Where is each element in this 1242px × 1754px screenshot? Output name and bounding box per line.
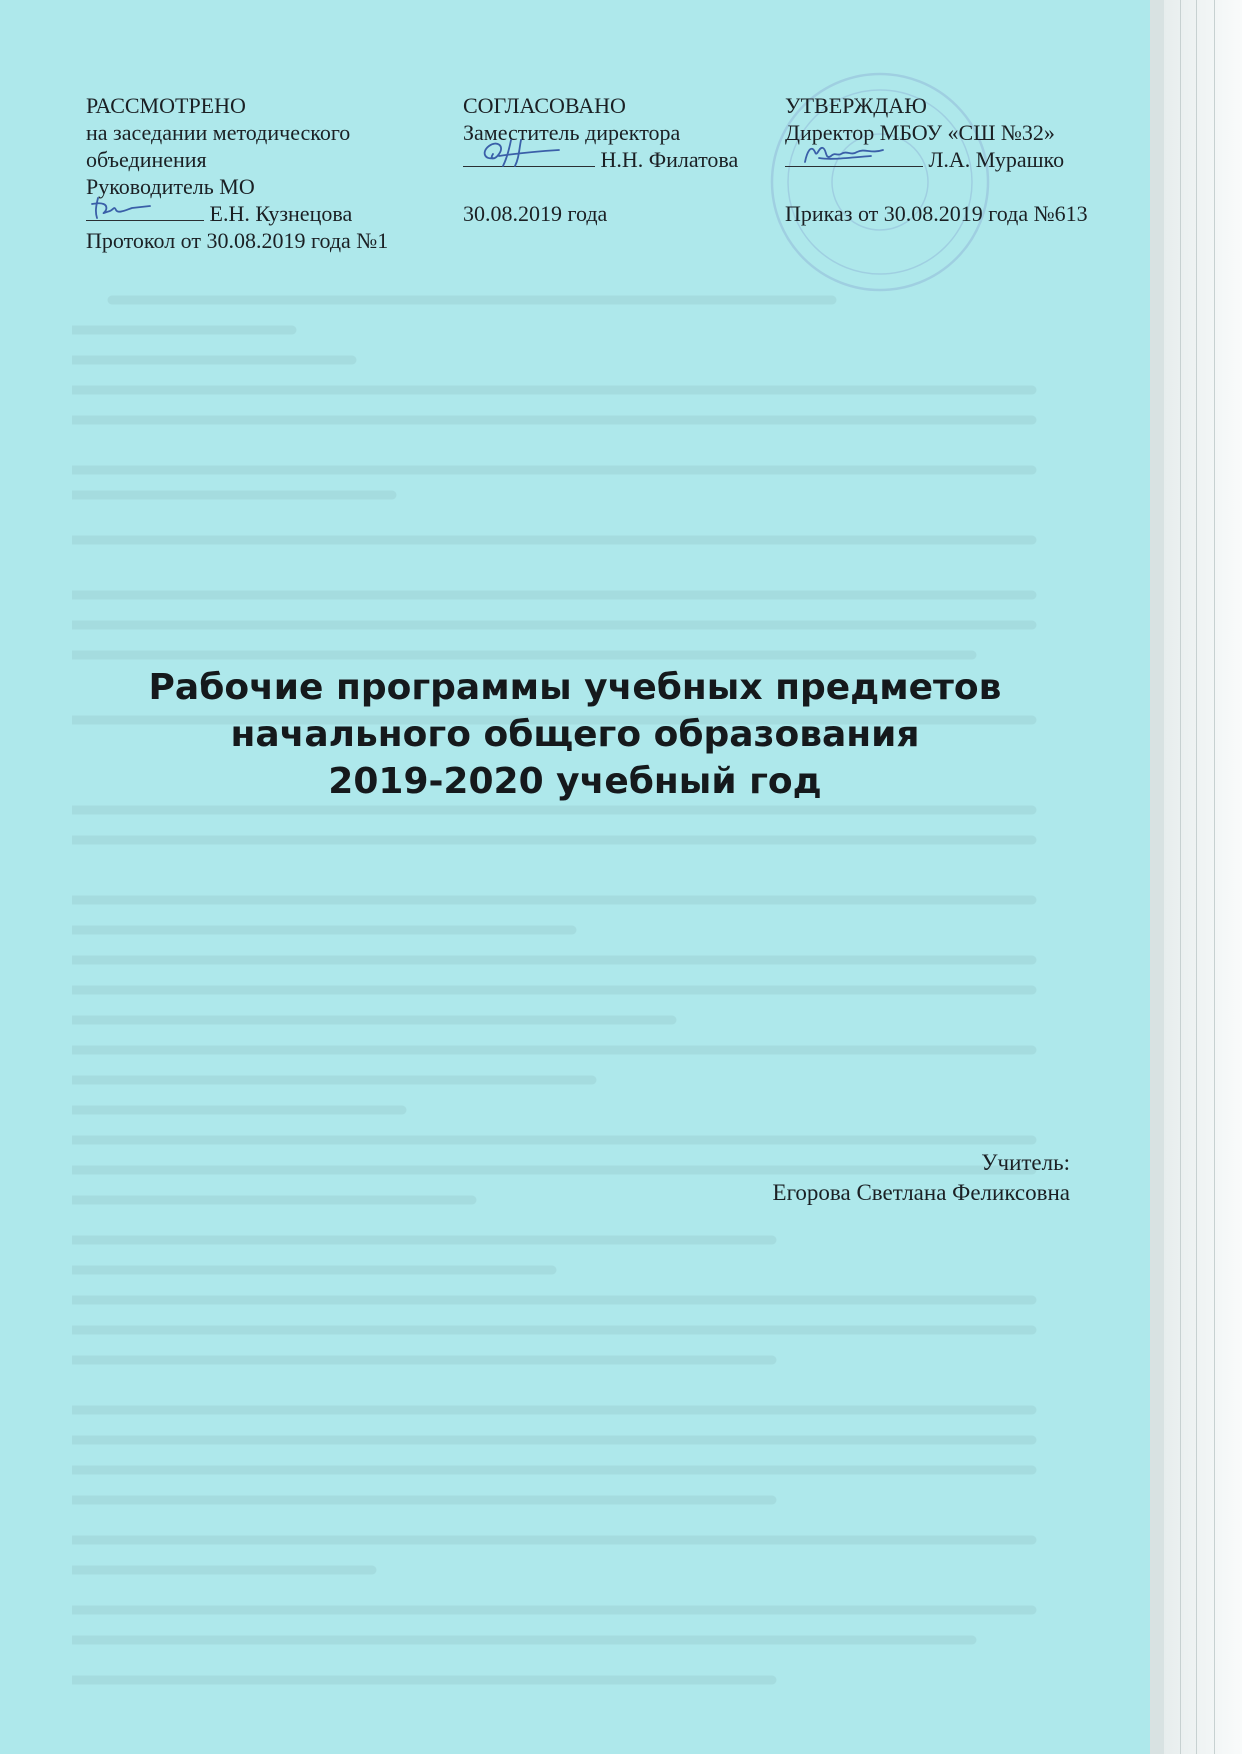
handwritten-signature <box>463 136 573 170</box>
page-edge-shadow <box>1150 0 1164 1754</box>
handwritten-signature <box>86 190 156 222</box>
agreed-date: 30.08.2019 года <box>463 201 608 226</box>
reviewed-signature-row <box>86 200 388 227</box>
page-stack-line <box>1196 0 1197 1754</box>
reviewed-line1: на заседании методического <box>86 120 351 145</box>
approved-order: Приказ от 30.08.2019 года №613 <box>785 201 1088 226</box>
reviewed-signer: Е.Н. Кузнецова <box>209 201 353 226</box>
teacher-block <box>773 1148 1070 1208</box>
document-title <box>0 664 1150 805</box>
handwritten-signature <box>785 136 895 170</box>
agreed-line1: Заместитель директора <box>463 120 681 145</box>
spacer <box>785 173 1088 200</box>
title-line3: 2019-2020 учебный год <box>328 761 822 802</box>
approved-signature-row <box>785 146 1088 173</box>
approved-signer: Л.А. Мурашко <box>928 147 1065 172</box>
approved-block <box>785 92 1088 227</box>
title-line1: Рабочие программы учебных предметов <box>148 667 1002 708</box>
signature-line <box>86 200 204 221</box>
approved-line1: Директор МБОУ «СШ №32» <box>785 120 1055 145</box>
reviewed-line2: объединения <box>86 147 207 172</box>
agreed-signer: Н.Н. Филатова <box>600 147 739 172</box>
page-stack-line <box>1214 0 1215 1754</box>
reviewed-block <box>86 92 388 254</box>
title-line2: начального общего образования <box>230 714 920 755</box>
reviewed-line3: Руководитель МО <box>86 174 255 199</box>
approved-heading: УТВЕРЖДАЮ <box>785 93 927 118</box>
reverse-side-bleed-through <box>72 280 1052 1720</box>
teacher-label: Учитель: <box>981 1150 1070 1175</box>
teacher-name: Егорова Светлана Феликсовна <box>772 1180 1070 1205</box>
agreed-signature-row <box>463 146 738 173</box>
signature-line <box>785 146 923 167</box>
reviewed-heading: РАССМОТРЕНО <box>86 93 246 118</box>
agreed-block <box>463 92 738 227</box>
signature-line <box>463 146 595 167</box>
page-stack-edge <box>1164 0 1242 1754</box>
agreed-heading: СОГЛАСОВАНО <box>463 93 626 118</box>
spacer <box>463 173 738 200</box>
page-stack-line <box>1180 0 1181 1754</box>
reviewed-protocol: Протокол от 30.08.2019 года №1 <box>86 228 389 253</box>
